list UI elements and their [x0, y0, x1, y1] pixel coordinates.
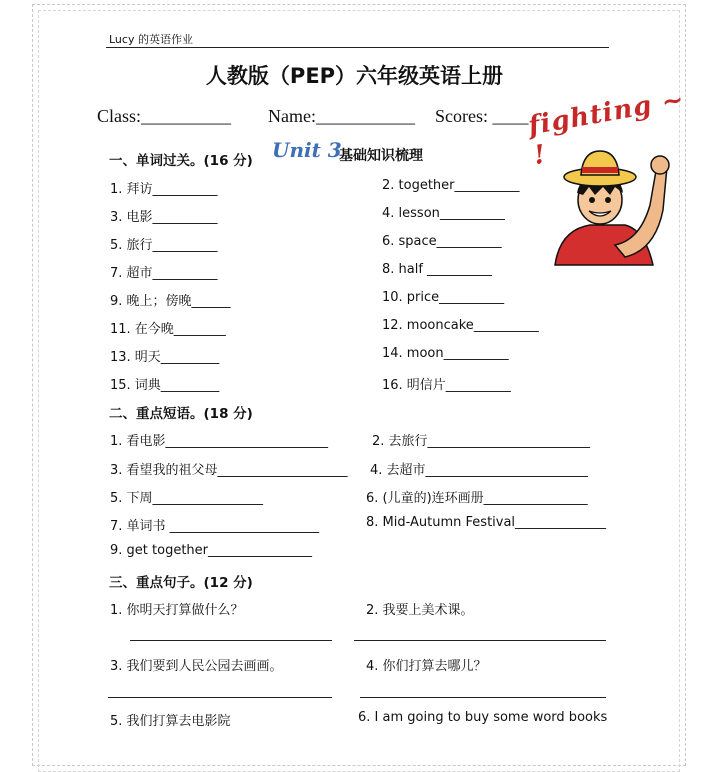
word-item: 15. 词典_________ [110, 378, 220, 393]
word-item: 14. moon__________ [382, 346, 509, 361]
unit-label: Unit 3 [272, 138, 342, 162]
word-item: 16. 明信片__________ [382, 378, 511, 393]
scores-field: Scores: ____ [435, 106, 529, 126]
word-item: 5. 旅行__________ [110, 238, 218, 253]
phrase-item: 2. 去旅行_________________________ [372, 434, 591, 449]
phrase-item: 6. (儿童的)连环画册________________ [366, 491, 588, 506]
word-item: 9. 晚上；傍晚______ [110, 294, 231, 309]
word-item: 12. mooncake__________ [382, 318, 539, 333]
header-owner: Lucy 的英语作业 [109, 33, 193, 46]
sentence-item: 5. 我们打算去电影院 [110, 714, 231, 729]
phrase-item: 4. 去超市_________________________ [370, 463, 589, 478]
word-item: 13. 明天_________ [110, 350, 220, 365]
phrase-item: 7. 单词书 _______________________ [110, 519, 320, 534]
word-item: 1. 拜访__________ [110, 182, 218, 197]
word-item: 2. together__________ [382, 178, 520, 193]
sentence-item: 2. 我要上美术课。 [366, 603, 474, 618]
name-field: Name:___________ [268, 106, 415, 126]
phrase-item: 9. get together________________ [110, 543, 312, 558]
word-item: 7. 超市__________ [110, 266, 218, 281]
word-item: 11. 在今晚________ [110, 322, 226, 337]
header-rule [106, 47, 609, 48]
fighting-slogan: fighting ~ ! [526, 84, 687, 172]
sentence-item: 4. 你们打算去哪儿？ [366, 659, 487, 674]
phrase-item: 5. 下周_________________ [110, 491, 264, 506]
sentence-item: 1. 你明天打算做什么？ [110, 603, 244, 618]
worksheet-title: 人教版（PEP）六年级英语上册 [205, 64, 504, 88]
answer-line [108, 697, 332, 698]
sentence-item: 3. 我们要到人民公园去画画。 [110, 659, 283, 674]
word-item: 8. half __________ [382, 262, 493, 277]
answer-line [130, 640, 332, 641]
unit-subtitle: 基础知识梳理 [339, 148, 423, 164]
section-1-heading: 一、单词过关。(16 分) [109, 153, 253, 169]
class-field: Class:__________ [97, 106, 232, 126]
sentence-item: 6. I am going to buy some word books [358, 710, 608, 725]
answer-line [360, 697, 606, 698]
cartoon-character-illustration [545, 145, 670, 270]
word-item: 3. 电影__________ [110, 210, 218, 225]
section-2-heading: 二、重点短语。(18 分) [109, 406, 253, 422]
answer-line [354, 640, 606, 641]
phrase-item: 1. 看电影_________________________ [110, 434, 329, 449]
phrase-item: 3. 看望我的祖父母____________________ [110, 463, 348, 478]
word-item: 10. price__________ [382, 290, 505, 305]
phrase-item: 8. Mid-Autumn Festival______________ [366, 515, 607, 530]
word-item: 4. lesson__________ [382, 206, 505, 221]
section-3-heading: 三、重点句子。(12 分) [109, 575, 253, 591]
word-item: 6. space__________ [382, 234, 502, 249]
